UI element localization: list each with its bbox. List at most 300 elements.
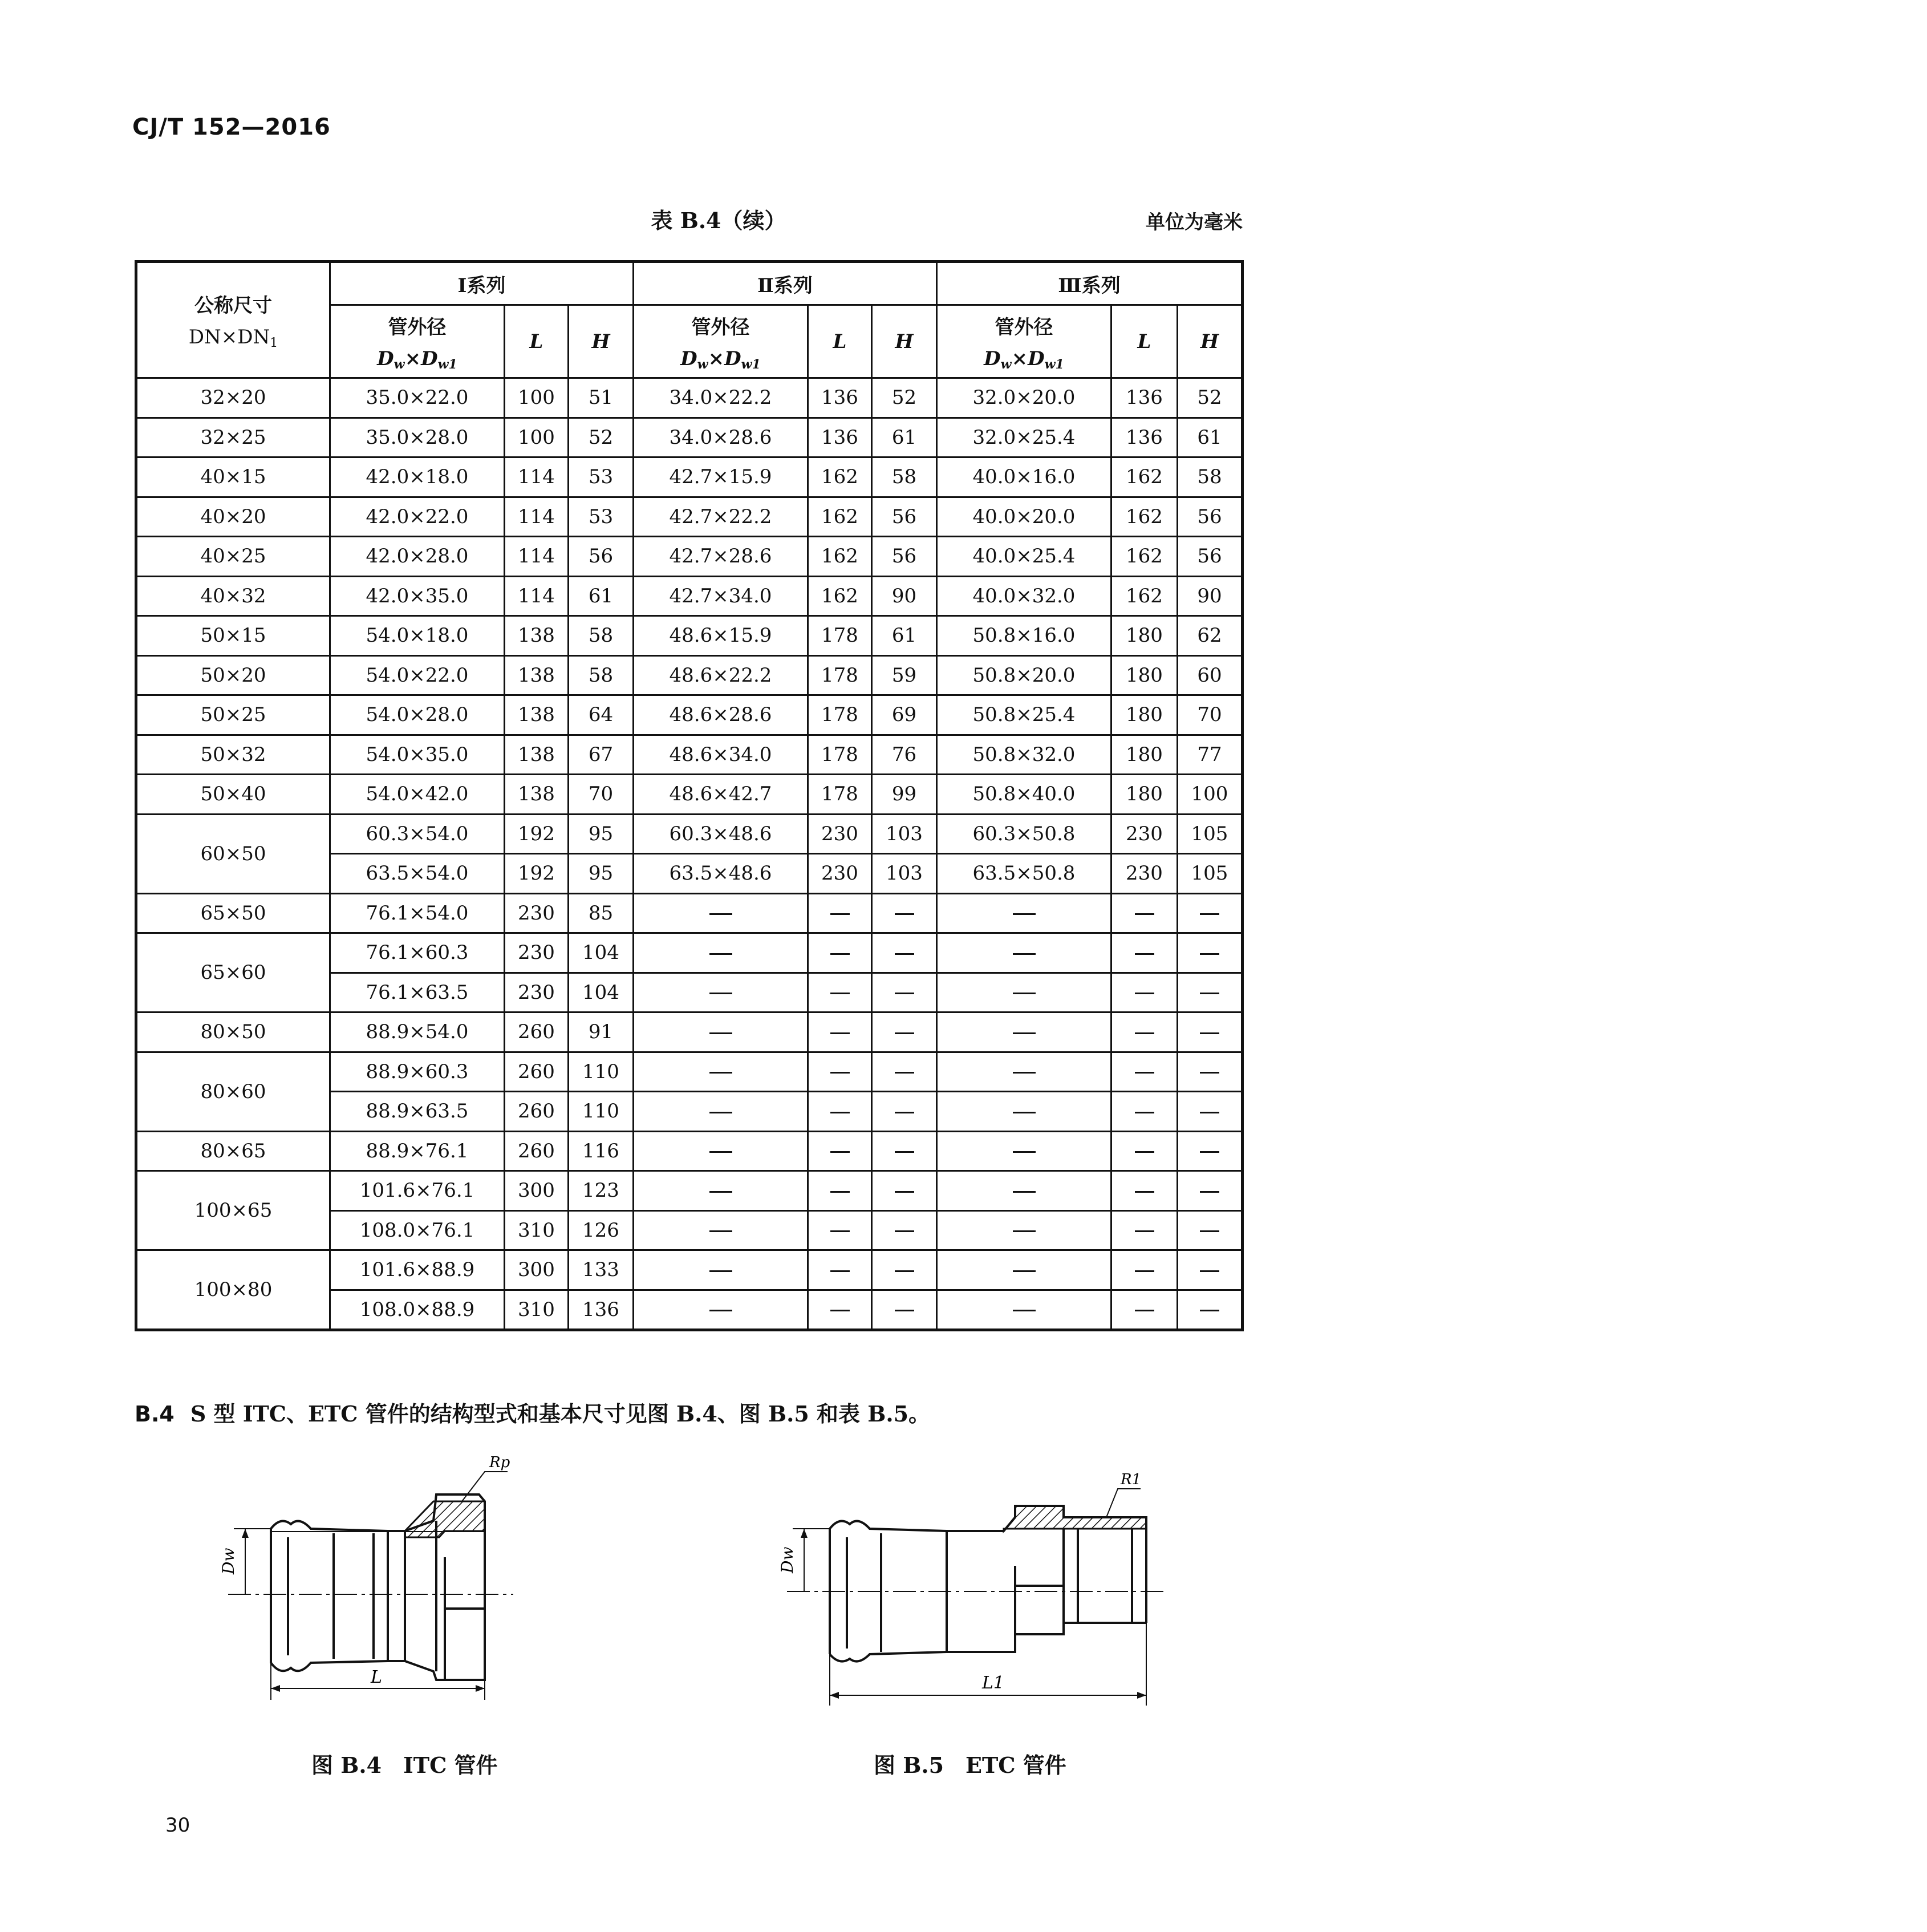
table-cell [808, 1171, 872, 1211]
table-cell: 114 [505, 457, 569, 497]
table-cell: 70 [569, 775, 634, 815]
table-cell: 126 [569, 1210, 634, 1250]
table-row [136, 814, 1243, 854]
table-cell: 32.0×25.4 [937, 418, 1111, 457]
table-cell: 56 [569, 537, 634, 577]
table-cell [634, 1131, 808, 1171]
dash-placeholder [895, 1112, 914, 1113]
cell-nominal-size: 80×50 [136, 1012, 330, 1052]
header-series-2: Ⅱ系列 [634, 262, 937, 305]
table-cell: 180 [1111, 735, 1178, 775]
dash-placeholder [1013, 953, 1036, 955]
cell-nominal-size: 32×25 [136, 418, 330, 457]
table-cell [1178, 1052, 1243, 1092]
table-cell [808, 1131, 872, 1171]
table-cell: 40.0×16.0 [937, 457, 1111, 497]
table-cell [937, 1131, 1111, 1171]
table-cell: 42.7×15.9 [634, 457, 808, 497]
figure-b4-caption: 图 B.4 ITC 管件 [311, 1752, 498, 1778]
table-cell: 260 [505, 1012, 569, 1052]
table-cell: 34.0×22.2 [634, 378, 808, 418]
table-cell: 69 [872, 695, 937, 735]
table-cell: 162 [1111, 576, 1178, 616]
table-caption: 表 B.4（续） [651, 208, 786, 233]
table-row [136, 457, 1243, 497]
dash-placeholder [709, 993, 732, 994]
table-cell: 54.0×28.0 [330, 695, 505, 735]
table-cell: 63.5×50.8 [937, 854, 1111, 894]
table-cell: 50.8×20.0 [937, 655, 1111, 695]
paragraph-number: B.4 [135, 1402, 175, 1427]
table-cell [872, 1131, 937, 1171]
cell-nominal-size: 60×50 [136, 814, 330, 893]
dash-placeholder [1013, 1270, 1036, 1272]
table-cell [634, 1210, 808, 1250]
outer-dia-formula: $D_w\times D_{w1}$ [680, 347, 761, 372]
table-cell [808, 1092, 872, 1132]
cell-nominal-size: 50×25 [136, 695, 330, 735]
table-cell: 54.0×22.0 [330, 655, 505, 695]
table-cell [808, 1052, 872, 1092]
outer-dia-label: 管外径 [388, 315, 447, 339]
dash-placeholder [895, 993, 914, 994]
header-outer-diameter [634, 305, 808, 378]
table-row [136, 616, 1243, 656]
table-cell: 58 [1178, 457, 1243, 497]
table-cell [808, 933, 872, 973]
table-cell: 53 [569, 497, 634, 537]
table-cell [872, 1290, 937, 1330]
table-cell: 136 [569, 1290, 634, 1330]
table-cell: 59 [872, 655, 937, 695]
table-cell [1111, 1171, 1178, 1211]
table-row [136, 1131, 1243, 1171]
dash-placeholder [709, 1032, 732, 1034]
table-cell [1111, 893, 1178, 933]
dash-placeholder [1200, 1072, 1219, 1074]
table-cell: 230 [808, 854, 872, 894]
table-cell: 91 [569, 1012, 634, 1052]
table-cell: 76.1×54.0 [330, 893, 505, 933]
document-code: CJ/T 152—2016 [132, 114, 331, 140]
table-cell: 50.8×32.0 [937, 735, 1111, 775]
table-cell [1178, 1171, 1243, 1211]
table-cell: 35.0×22.0 [330, 378, 505, 418]
cell-nominal-size: 65×60 [136, 933, 330, 1012]
cell-nominal-size: 40×32 [136, 576, 330, 616]
dash-placeholder [895, 1151, 914, 1153]
table-cell: 110 [569, 1052, 634, 1092]
table-cell [1111, 1131, 1178, 1171]
dash-placeholder [895, 1310, 914, 1311]
table-cell: 48.6×22.2 [634, 655, 808, 695]
dash-placeholder [709, 1310, 732, 1311]
table-cell: 52 [1178, 378, 1243, 418]
table-cell: 64 [569, 695, 634, 735]
table-cell: 230 [1111, 814, 1178, 854]
dash-placeholder [709, 1191, 732, 1193]
dash-placeholder [709, 1230, 732, 1232]
table-cell: 95 [569, 814, 634, 854]
table-cell: 56 [1178, 497, 1243, 537]
dash-placeholder [1013, 993, 1036, 994]
table-cell: 136 [808, 418, 872, 457]
cell-nominal-size: 50×40 [136, 775, 330, 815]
dash-placeholder [1200, 1310, 1219, 1311]
table-cell: 310 [505, 1210, 569, 1250]
table-cell: 100 [505, 378, 569, 418]
table-cell: 70 [1178, 695, 1243, 735]
dash-placeholder [709, 913, 732, 915]
outer-dia-formula: $D_w\times D_{w1}$ [984, 347, 1064, 372]
dash-placeholder [830, 1112, 850, 1113]
paragraph-b4 [135, 1396, 930, 1428]
table-cell [1111, 933, 1178, 973]
table-cell [937, 1210, 1111, 1250]
table-cell [808, 973, 872, 1012]
cell-nominal-size: 50×32 [136, 735, 330, 775]
table-cell [872, 1171, 937, 1211]
table-cell: 48.6×28.6 [634, 695, 808, 735]
table-cell [1178, 1092, 1243, 1132]
outer-dia-label: 管外径 [995, 315, 1053, 339]
table-cell: 76.1×63.5 [330, 973, 505, 1012]
table-cell: 42.7×28.6 [634, 537, 808, 577]
header-nominal-line1: 公称尺寸 [194, 294, 272, 317]
table-cell: 180 [1111, 775, 1178, 815]
cell-nominal-size: 65×50 [136, 893, 330, 933]
table-cell: 162 [1111, 537, 1178, 577]
table-row [136, 418, 1243, 457]
dash-placeholder [895, 1191, 914, 1193]
header-height-H: H [872, 305, 937, 378]
table-cell: 300 [505, 1171, 569, 1211]
table-cell [808, 893, 872, 933]
table-cell: 105 [1178, 814, 1243, 854]
table-cell [872, 893, 937, 933]
table-cell: 101.6×88.9 [330, 1250, 505, 1290]
table-row [136, 735, 1243, 775]
table-cell: 62 [1178, 616, 1243, 656]
table-cell [1178, 1250, 1243, 1290]
table-cell: 63.5×48.6 [634, 854, 808, 894]
dash-placeholder [1200, 1191, 1219, 1193]
dash-placeholder [1200, 953, 1219, 955]
header-outer-diameter [330, 305, 505, 378]
dash-placeholder [895, 1072, 914, 1074]
table-cell [634, 893, 808, 933]
thread-label: R1 [1121, 1471, 1142, 1488]
dia-label: Dw [219, 1548, 238, 1574]
table-cell: 54.0×35.0 [330, 735, 505, 775]
table-row [136, 695, 1243, 735]
table-cell: 138 [505, 775, 569, 815]
header-length-L: L [505, 305, 569, 378]
table-cell: 192 [505, 814, 569, 854]
table-cell: 162 [1111, 457, 1178, 497]
table-cell: 60.3×54.0 [330, 814, 505, 854]
table-cell: 58 [569, 616, 634, 656]
table-cell: 42.0×18.0 [330, 457, 505, 497]
dash-placeholder [895, 1230, 914, 1232]
table-cell: 76.1×60.3 [330, 933, 505, 973]
table-cell: 35.0×28.0 [330, 418, 505, 457]
table-cell [634, 1171, 808, 1211]
dash-placeholder [1135, 1151, 1154, 1153]
dash-placeholder [1135, 913, 1154, 915]
table-cell: 230 [1111, 854, 1178, 894]
table-cell: 90 [872, 576, 937, 616]
table-cell [937, 1052, 1111, 1092]
table-units-note: 单位为毫米 [1146, 211, 1243, 234]
table-cell: 108.0×88.9 [330, 1290, 505, 1330]
page-number: 30 [165, 1814, 190, 1837]
etc-fitting-drawing [776, 1437, 1175, 1711]
table-cell [937, 933, 1111, 973]
table-cell: 114 [505, 537, 569, 577]
table-cell: 40.0×25.4 [937, 537, 1111, 577]
table-cell: 138 [505, 735, 569, 775]
cell-nominal-size: 40×15 [136, 457, 330, 497]
dash-placeholder [1135, 1072, 1154, 1074]
table-cell [1111, 973, 1178, 1012]
table-cell [1111, 1012, 1178, 1052]
table-cell: 103 [872, 814, 937, 854]
dash-placeholder [709, 1072, 732, 1074]
table-cell: 85 [569, 893, 634, 933]
dash-placeholder [830, 1032, 850, 1034]
table-cell [634, 973, 808, 1012]
cell-nominal-size: 50×20 [136, 655, 330, 695]
table-cell: 230 [505, 933, 569, 973]
table-cell: 88.9×76.1 [330, 1131, 505, 1171]
table-cell: 52 [569, 418, 634, 457]
table-cell: 230 [505, 893, 569, 933]
table-cell: 56 [1178, 537, 1243, 577]
table-cell: 61 [1178, 418, 1243, 457]
header-length-L: L [1111, 305, 1178, 378]
table-cell [808, 1250, 872, 1290]
table-cell: 136 [1111, 378, 1178, 418]
table-cell: 108.0×76.1 [330, 1210, 505, 1250]
dash-placeholder [895, 1032, 914, 1034]
dash-placeholder [1200, 1270, 1219, 1272]
table-cell: 61 [569, 576, 634, 616]
table-cell: 61 [872, 616, 937, 656]
table-cell: 110 [569, 1092, 634, 1132]
dash-placeholder [1013, 1310, 1036, 1311]
cell-nominal-size: 50×15 [136, 616, 330, 656]
table-cell [808, 1290, 872, 1330]
table-cell: 138 [505, 616, 569, 656]
table-cell: 138 [505, 655, 569, 695]
table-cell: 162 [808, 576, 872, 616]
table-cell: 99 [872, 775, 937, 815]
table-cell [937, 973, 1111, 1012]
table-cell: 178 [808, 616, 872, 656]
table-cell: 60 [1178, 655, 1243, 695]
table-cell [937, 893, 1111, 933]
table-row [136, 775, 1243, 815]
figure-b5-caption: 图 B.5 ETC 管件 [874, 1752, 1066, 1778]
table-cell [937, 1012, 1111, 1052]
dash-placeholder [1200, 1032, 1219, 1034]
table-row [136, 1171, 1243, 1211]
cell-nominal-size: 40×25 [136, 537, 330, 577]
table-cell: 54.0×42.0 [330, 775, 505, 815]
dash-placeholder [709, 1270, 732, 1272]
table-cell: 162 [1111, 497, 1178, 537]
header-nominal-size [136, 262, 330, 378]
table-cell [634, 1250, 808, 1290]
table-cell [634, 1052, 808, 1092]
table-cell: 180 [1111, 695, 1178, 735]
cell-nominal-size: 100×65 [136, 1171, 330, 1250]
header-outer-diameter [937, 305, 1111, 378]
table-cell [808, 1012, 872, 1052]
dash-placeholder [830, 1191, 850, 1193]
table-row [136, 1250, 1243, 1290]
length-label: L1 [982, 1673, 1005, 1693]
table-cell [634, 1290, 808, 1330]
paragraph-text: S 型 ITC、ETC 管件的结构型式和基本尺寸见图 B.4、图 B.5 和表 B.5。 [190, 1401, 931, 1427]
header-series-3: Ⅲ系列 [937, 262, 1243, 305]
table-cell: 162 [808, 457, 872, 497]
table-cell: 50.8×40.0 [937, 775, 1111, 815]
table-cell: 116 [569, 1131, 634, 1171]
table-cell [1178, 933, 1243, 973]
table-cell: 136 [808, 378, 872, 418]
table-row [136, 497, 1243, 537]
dash-placeholder [830, 993, 850, 994]
table-cell [872, 1210, 937, 1250]
dash-placeholder [1135, 1310, 1154, 1311]
length-label: L [371, 1667, 382, 1687]
table-cell: 54.0×18.0 [330, 616, 505, 656]
table-cell: 133 [569, 1250, 634, 1290]
table-cell: 100 [505, 418, 569, 457]
table-cell: 60.3×50.8 [937, 814, 1111, 854]
table-cell: 123 [569, 1171, 634, 1211]
table-cell: 180 [1111, 616, 1178, 656]
cell-nominal-size: 32×20 [136, 378, 330, 418]
table-cell: 48.6×34.0 [634, 735, 808, 775]
table-cell [937, 1171, 1111, 1211]
table-cell: 90 [1178, 576, 1243, 616]
dash-placeholder [1013, 1112, 1036, 1113]
dash-placeholder [1135, 953, 1154, 955]
table-cell [1178, 893, 1243, 933]
cell-nominal-size: 40×20 [136, 497, 330, 537]
table-cell: 192 [505, 854, 569, 894]
dash-placeholder [830, 1230, 850, 1232]
dash-placeholder [1135, 1270, 1154, 1272]
table-cell: 88.9×63.5 [330, 1092, 505, 1132]
table-cell: 138 [505, 695, 569, 735]
table-cell: 95 [569, 854, 634, 894]
table-cell: 42.7×22.2 [634, 497, 808, 537]
dash-placeholder [1013, 1072, 1036, 1074]
table-cell [1178, 1131, 1243, 1171]
table-row [136, 655, 1243, 695]
table-cell [937, 1290, 1111, 1330]
table-cell [1111, 1250, 1178, 1290]
table-cell: 162 [808, 497, 872, 537]
dash-placeholder [1013, 1151, 1036, 1153]
dia-label: Dw [778, 1546, 797, 1573]
table-cell [872, 1092, 937, 1132]
dash-placeholder [830, 953, 850, 955]
table-cell: 56 [872, 497, 937, 537]
table-cell: 230 [505, 973, 569, 1012]
dash-placeholder [709, 1112, 732, 1113]
dash-placeholder [1013, 1230, 1036, 1232]
table-cell [872, 973, 937, 1012]
itc-fitting-drawing [217, 1437, 616, 1711]
cell-nominal-size: 80×60 [136, 1052, 330, 1131]
header-height-H: H [1178, 305, 1243, 378]
table-cell: 42.0×28.0 [330, 537, 505, 577]
dash-placeholder [830, 1151, 850, 1153]
dash-placeholder [1013, 1191, 1036, 1193]
table-cell: 310 [505, 1290, 569, 1330]
table-cell: 260 [505, 1131, 569, 1171]
table-cell: 42.0×22.0 [330, 497, 505, 537]
table-cell: 88.9×60.3 [330, 1052, 505, 1092]
table-row [136, 1052, 1243, 1092]
dash-placeholder [1135, 1230, 1154, 1232]
header-nominal-line2: $DN\times DN_1$ [188, 326, 278, 350]
table-cell: 260 [505, 1052, 569, 1092]
table-cell: 48.6×15.9 [634, 616, 808, 656]
table-cell: 52 [872, 378, 937, 418]
dash-placeholder [709, 1151, 732, 1153]
table-cell [1111, 1092, 1178, 1132]
table-row [136, 1012, 1243, 1052]
dash-placeholder [1200, 993, 1219, 994]
dimension-table [135, 260, 1244, 1331]
table-cell: 178 [808, 775, 872, 815]
table-cell: 180 [1111, 655, 1178, 695]
table-row [136, 933, 1243, 973]
table-cell: 42.0×35.0 [330, 576, 505, 616]
table-cell: 114 [505, 576, 569, 616]
dash-placeholder [1200, 1151, 1219, 1153]
table-cell: 178 [808, 735, 872, 775]
table-cell [634, 933, 808, 973]
dash-placeholder [1135, 1112, 1154, 1113]
table-cell: 103 [872, 854, 937, 894]
table-cell: 63.5×54.0 [330, 854, 505, 894]
table-cell: 67 [569, 735, 634, 775]
table-cell [634, 1012, 808, 1052]
table-row [136, 537, 1243, 577]
dash-placeholder [830, 1310, 850, 1311]
table-cell [937, 1250, 1111, 1290]
dash-placeholder [1200, 1230, 1219, 1232]
table-cell: 104 [569, 933, 634, 973]
dash-placeholder [1135, 1032, 1154, 1034]
table-cell: 40.0×20.0 [937, 497, 1111, 537]
table-cell [1178, 1210, 1243, 1250]
table-cell [1178, 1012, 1243, 1052]
table-cell [1111, 1290, 1178, 1330]
header-series-1: Ⅰ系列 [330, 262, 634, 305]
table-cell: 53 [569, 457, 634, 497]
table-cell [872, 1250, 937, 1290]
table-cell: 88.9×54.0 [330, 1012, 505, 1052]
header-length-L: L [808, 305, 872, 378]
